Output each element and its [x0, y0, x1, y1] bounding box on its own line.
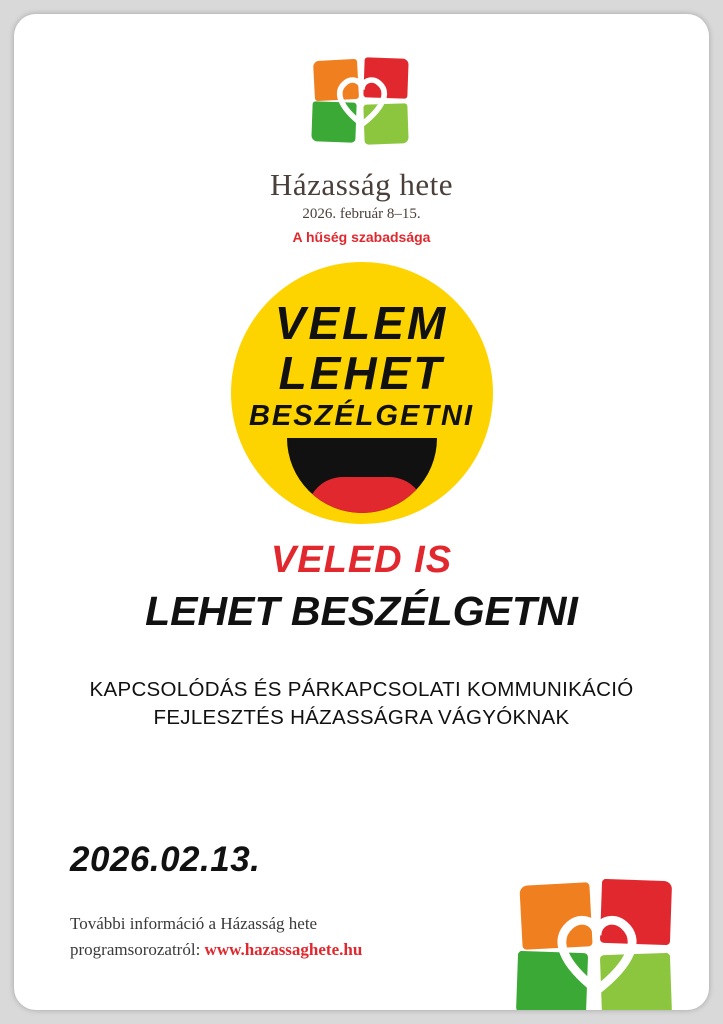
badge-line-2: LEHET: [278, 347, 445, 399]
event-date: 2026.02.13.: [70, 840, 261, 879]
smiley-tongue-icon: [307, 477, 425, 513]
headline-black-line: LEHET BESZÉLGETNI: [145, 588, 578, 634]
smiley-mouth-icon: [287, 438, 437, 513]
brand-slogan: A hűség szabadsága: [292, 229, 431, 245]
footer-info: [70, 911, 490, 963]
brand-date-range: 2026. február 8–15.: [302, 206, 421, 222]
headline: [14, 539, 709, 635]
subtitle-line-2: FEJLESZTÉS HÁZASSÁGRA VÁGYÓKNAK: [153, 706, 570, 729]
brand-header: [14, 56, 709, 245]
footer-line-2-prefix: programsorozatról:: [70, 940, 205, 959]
footer-line-2: [70, 937, 490, 963]
badge-container: [14, 262, 709, 529]
subtitle: [14, 676, 709, 732]
footer-heart-icon: [548, 904, 646, 1002]
badge-line-3: BESZÉLGETNI: [248, 400, 474, 432]
velem-lehet-beszelgetni-badge-icon: [231, 262, 493, 524]
badge-line-1: VELEM: [274, 297, 449, 349]
footer-hazassag-hete-heart-logo-icon: [513, 878, 681, 1010]
heart-icon: [331, 70, 393, 132]
headline-red-line: VELED IS: [270, 539, 453, 581]
subtitle-line-1: KAPCSOLÓDÁS ÉS PÁRKAPCSOLATI KOMMUNIKÁCIÓ: [89, 678, 634, 701]
footer-line-1: További információ a Házasság hete: [70, 914, 318, 933]
website-link[interactable]: www.hazassaghete.hu: [204, 940, 363, 959]
brand-title: Házasság hete: [270, 167, 453, 202]
poster-page: [14, 14, 709, 1010]
hazassag-hete-heart-logo-icon: [308, 56, 416, 148]
